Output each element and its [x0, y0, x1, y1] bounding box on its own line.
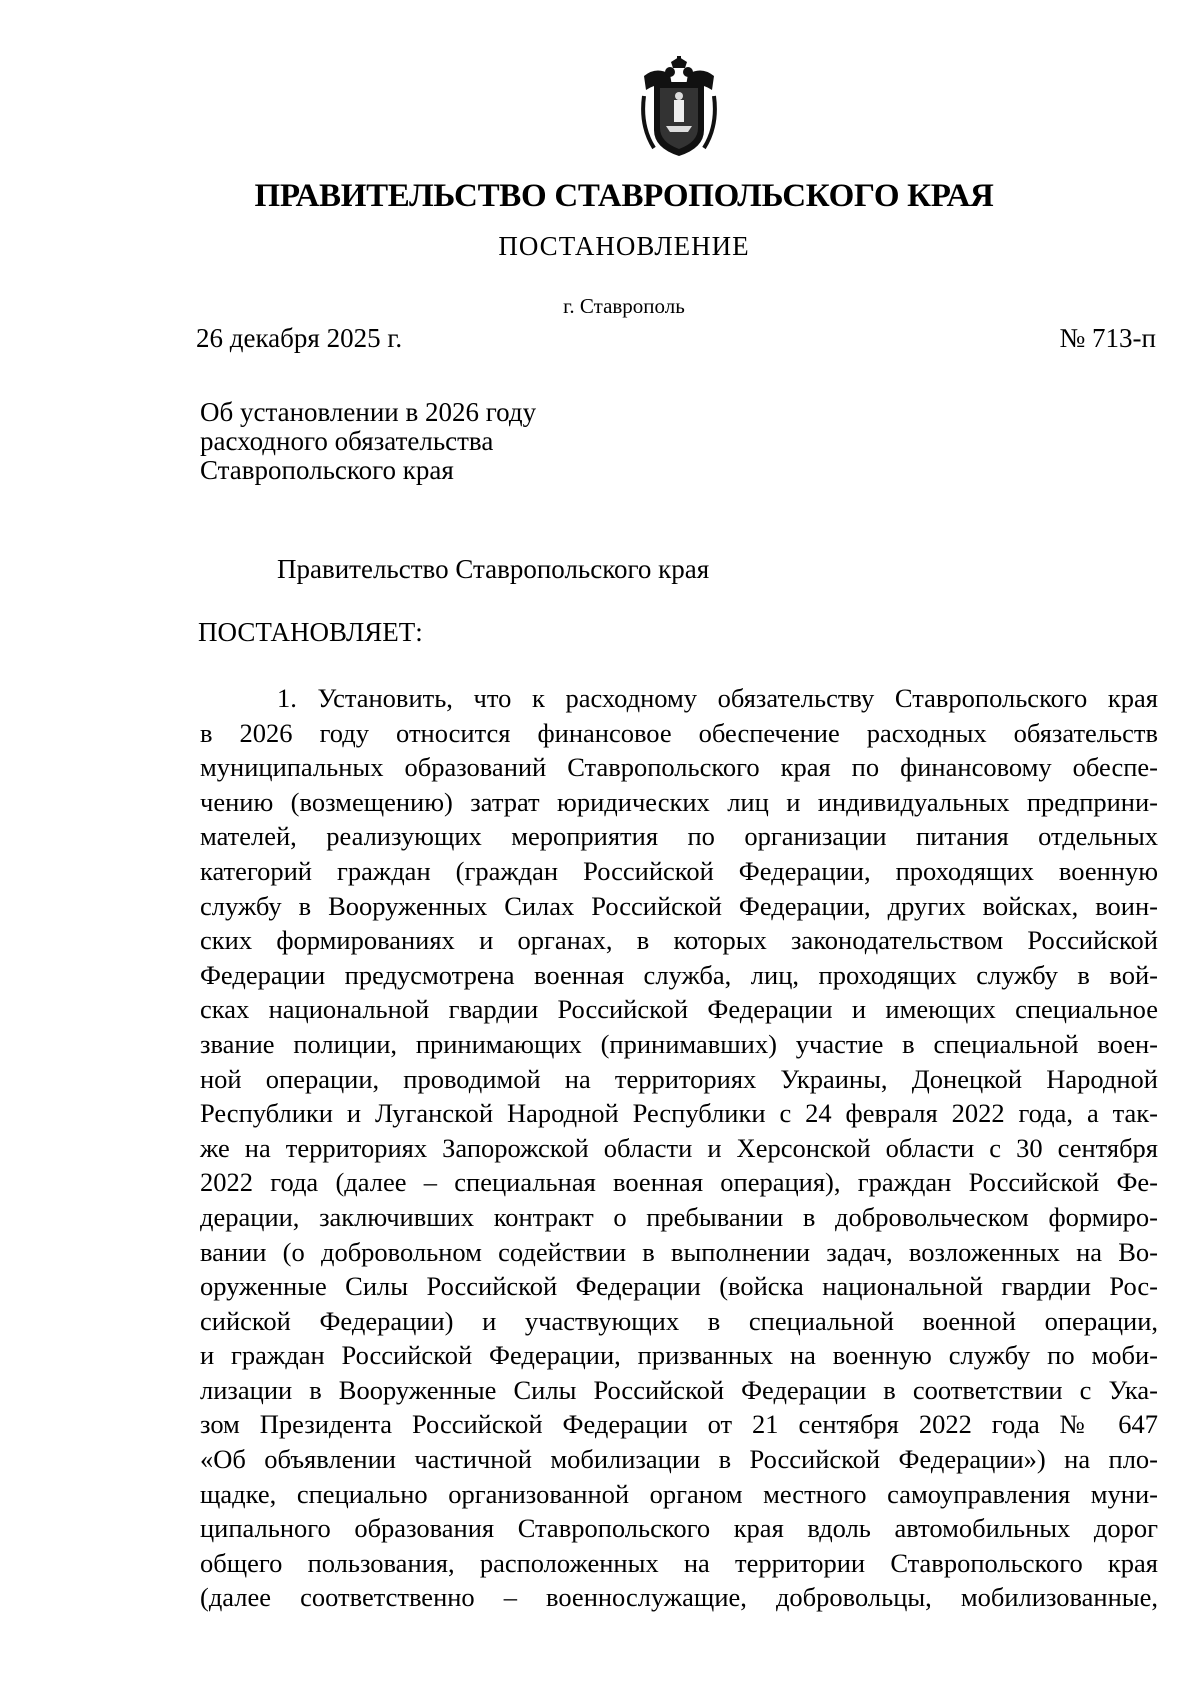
- body-line: и граждан Российской Федерации, призванных на военную службу по моби-: [200, 1340, 1158, 1371]
- body-line: вании (о добровольном содействии в выполнении задач, возложенных на Во-: [200, 1236, 1158, 1267]
- body-line: же на территориях Запорожской области и Херсонской области с 30 сентября: [200, 1132, 1158, 1163]
- document-subject: [200, 398, 720, 485]
- city: г. Ставрополь: [563, 294, 685, 318]
- body-line: муниципальных образований Ставропольского края по финансовому обеспе-: [200, 752, 1158, 783]
- government-title: ПРАВИТЕЛЬСТВО СТАВРОПОЛЬСКОГО КРАЯ: [254, 178, 994, 214]
- document-type: ПОСТАНОВЛЕНИЕ: [498, 231, 750, 261]
- body-paragraph: [200, 681, 1158, 1615]
- body-line: чению (возмещению) затрат юридических лиц и индивидуальных предприни-: [200, 786, 1158, 817]
- body-line: звание полиции, принимающих (принимавших) участие в специальной воен-: [200, 1028, 1158, 1059]
- body-line: «Об объявлении частичной мобилизации в Российской Федерации») на пло-: [200, 1444, 1158, 1475]
- body-line: ских формированиях и органах, в которых законодательством Российской: [200, 925, 1158, 956]
- body-line: в 2026 году относится финансовое обеспечение расходных обязательств: [200, 717, 1158, 748]
- body-line: (далее соответственно – военнослужащие, добровольцы, мобилизованные,: [200, 1582, 1158, 1613]
- body-line: мателей, реализующих мероприятия по организации питания отдельных: [200, 821, 1158, 852]
- body-line: 1. Установить, что к расходному обязательству Ставропольского края: [277, 683, 1158, 713]
- body-line: лизации в Вооруженные Силы Российской Федерации в соответствии с Ука-: [200, 1374, 1158, 1405]
- body-line: щадке, специально организованной органом местного самоуправления муни-: [200, 1478, 1158, 1509]
- body-line: оруженные Силы Российской Федерации (войска национальной гвардии Рос-: [200, 1271, 1158, 1302]
- coat-of-arms-icon: [636, 56, 722, 160]
- body-line: Федерации предусмотрена военная служба, лиц, проходящих службу в вой-: [200, 959, 1158, 990]
- document-date: 26 декабря 2025 г.: [196, 323, 403, 353]
- resolves-heading: ПОСТАНОВЛЯЕТ:: [198, 617, 423, 647]
- body-line: дерации, заключивших контракт о пребывании в добровольческом формиро-: [200, 1201, 1158, 1232]
- subject-line: Ставропольского края: [200, 455, 454, 485]
- body-line: категорий граждан (граждан Российской Федерации, проходящих военную: [200, 855, 1158, 886]
- document-number: № 713-п: [1059, 323, 1156, 353]
- body-line: Республики и Луганской Народной Республики с 24 февраля 2022 года, а так-: [200, 1098, 1158, 1129]
- body-line: зом Президента Российской Федерации от 21 сентября 2022 года № 647: [200, 1409, 1158, 1440]
- body-line: ной операции, проводимой на территориях Украины, Донецкой Народной: [200, 1063, 1158, 1094]
- subject-line: расходного обязательства: [200, 426, 494, 456]
- body-line: 2022 года (далее – специальная военная операция), граждан Российской Фе-: [200, 1167, 1158, 1198]
- body-line: сийской Федерации) и участвующих в специальной военной операции,: [200, 1305, 1158, 1336]
- body-line: службу в Вооруженных Силах Российской Федерации, других войсках, воин-: [200, 890, 1158, 921]
- body-line: ципального образования Ставропольского края вдоль автомобильных дорог: [200, 1513, 1158, 1544]
- body-line: сках национальной гвардии Российской Федерации и имеющих специальное: [200, 994, 1158, 1025]
- subject-line: Об установлении в 2026 году: [200, 397, 537, 427]
- preamble: Правительство Ставропольского края: [277, 554, 710, 584]
- body-line: общего пользования, расположенных на территории Ставропольского края: [200, 1547, 1158, 1578]
